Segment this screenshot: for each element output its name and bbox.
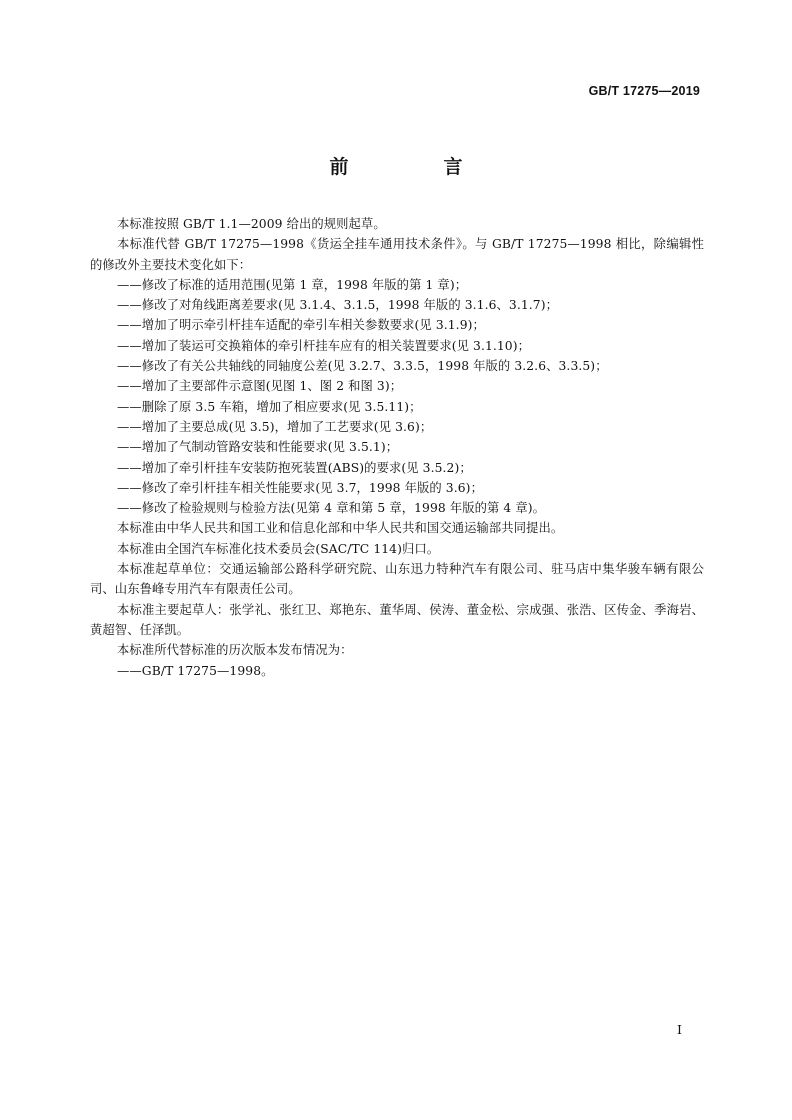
page-title: 前 言 [329,156,501,178]
change-item: ——修改了标准的适用范围(见第 1 章，1998 年版的第 1 章)； [117,277,468,292]
change-item: ——修改了牵引杆挂车相关性能要求(见 3.7，1998 年版的 3.6)； [117,480,483,495]
paragraph-drafting-units: 本标准起草单位：交通运输部公路科学研究院、山东迅力特种汽车有限公司、驻马店中集华骏车辆有限公司、山东鲁峰专用汽车有限责任公司。 [90,562,704,597]
paragraph-history-intro: 本标准所代替标准的历次版本发布情况为： [117,643,353,658]
change-item: ——修改了检验规则与检验方法(见第 4 章和第 5 章，1998 年版的第 4 章)。 [117,501,546,516]
paragraph-drafting-rules: 本标准按照 GB/T 1.1—2009 给出的规则起草。 [117,217,386,231]
change-item: ——增加了牵引杆挂车安装防抱死装置(ABS)的要求(见 3.5.2)； [117,460,472,475]
paragraph-centralized: 本标准由全国汽车标准化技术委员会(SAC/TC 114)归口。 [117,541,440,556]
standard-code-header: GB/T 17275—2019 [588,84,700,98]
history-item: ——GB/T 17275—1998。 [117,663,274,678]
foreword-body [90,214,704,681]
paragraph-proposer: 本标准由中华人民共和国工业和信息化部和中华人民共和国交通运输部共同提出。 [117,521,564,536]
paragraph-drafters: 本标准主要起草人：张学礼、张红卫、郑艳东、董华周、侯涛、董金松、宗成强、张浩、区传金、季海岩、黄超智、任泽凯。 [90,602,704,637]
change-item: ——增加了装运可交换箱体的牵引杆挂车应有的相关装置要求(见 3.1.10)； [117,338,531,353]
change-item: ——删除了原 3.5 车箱，增加了相应要求(见 3.5.11)； [117,399,422,414]
change-item: ——增加了主要部件示意图(见图 1、图 2 和图 3)； [117,379,403,394]
change-item: ——增加了明示牵引杆挂车适配的牵引车相关参数要求(见 3.1.9)； [117,318,485,333]
change-item: ——修改了对角线距离差要求(见 3.1.4、3.1.5，1998 年版的 3.1.6、3.1.7)； [117,298,559,313]
page-number: I [677,1022,682,1037]
change-item: ——增加了主要总成(见 3.5)，增加了工艺要求(见 3.6)； [117,419,433,434]
paragraph-replacement: 本标准代替 GB/T 17275—1998《货运全挂车通用技术条件》。与 GB/T 17275—1998 相比，除编辑性的修改外主要技术变化如下： [90,237,704,272]
change-item: ——修改了有关公共轴线的同轴度公差(见 3.2.7、3.3.5，1998 年版的 3.2.6、3.3.5)； [117,359,608,374]
change-item: ——增加了气制动管路安装和性能要求(见 3.5.1)； [117,440,399,455]
